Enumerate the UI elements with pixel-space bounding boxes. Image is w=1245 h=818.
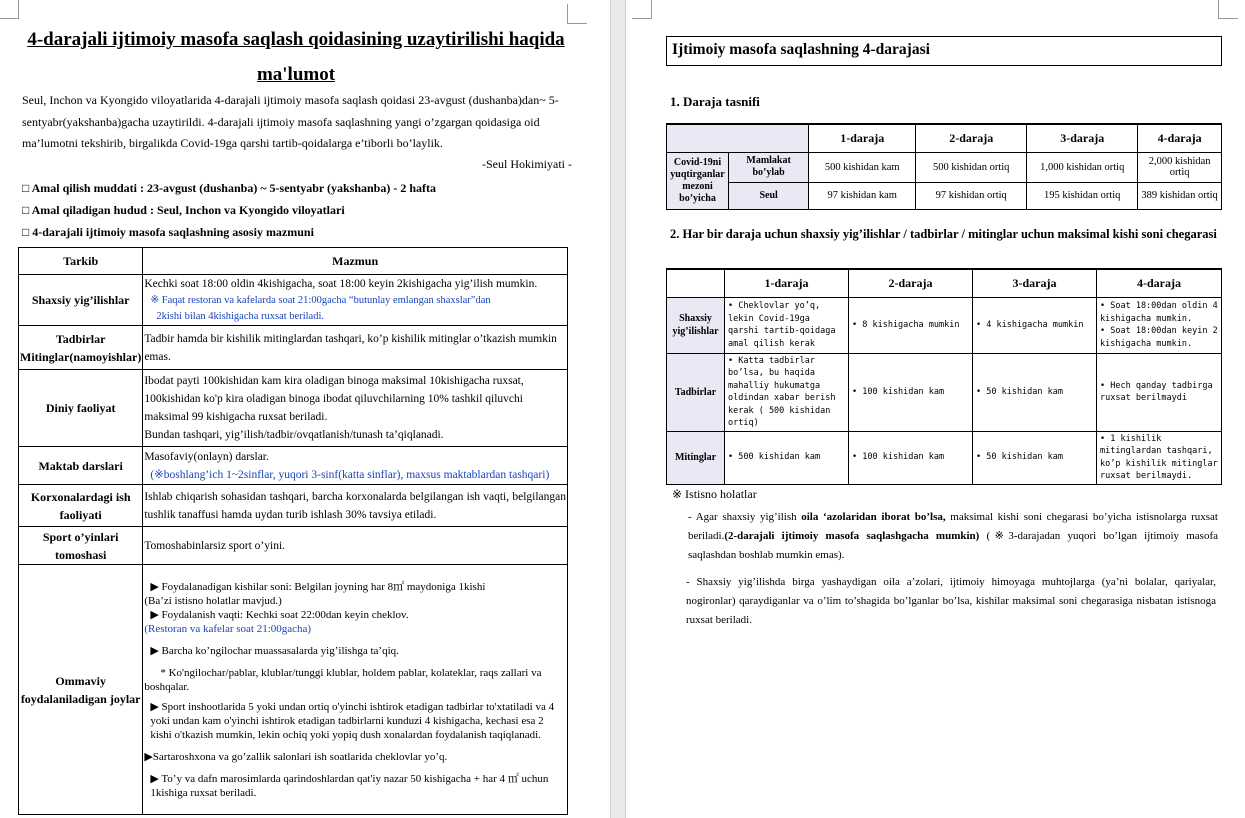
cell: • 500 kishidan kam bbox=[725, 431, 849, 484]
table-row bbox=[19, 485, 568, 527]
exceptions-heading: ※ Istisno holatlar bbox=[672, 487, 757, 501]
cell-text: (Ba’zi istisno holatlar mavjud.) bbox=[144, 594, 282, 607]
exception-bold: oila ‘azolaridan iborat bo’lsa, bbox=[801, 511, 946, 523]
row-label: Shaxsiy yig’ilishlar bbox=[667, 297, 725, 353]
cell: 1,000 kishidan ortiq bbox=[1027, 152, 1138, 182]
exception-text: (※3-darajadan yuqori bo’lgan ijtimoiy masofa saqlashdan boshlab mumkin emas). bbox=[688, 530, 1218, 561]
cell: • 50 kishidan kam bbox=[973, 353, 1097, 431]
heading-max-people: 2. Har bir daraja uchun shaxsiy yig’ilishlar / tadbirlar / mitinglar uchun maksimal kishi soni chegarasi bbox=[670, 227, 1217, 241]
col-header: 2-daraja bbox=[916, 124, 1027, 152]
cell: • 100 kishidan kam bbox=[849, 353, 973, 431]
crop-mark bbox=[1218, 0, 1238, 19]
cell: • Cheklovlar yo’q, lekin Covid-19ga qarshi tartib-qoidaga amal qilish kerak bbox=[725, 297, 849, 353]
cell-text: ▶ To’y va dafn marosimlarda qarindoshlardan qat'iy nazar 50 kishigacha + har 4 ㎡ uchun 1kishiga ruxsat beriladi. bbox=[150, 772, 549, 799]
table-header: Tarkib bbox=[19, 248, 143, 275]
cell-text: * Ko'ngilochar/pablar, klublar/tunggi klublar, holdem pablar, kolateklar, raqs zallari va boshqalar. bbox=[144, 666, 542, 693]
empty-header bbox=[667, 269, 725, 297]
bullet-period: □ Amal qilish muddati : 23-avgust (dushanba) ~ 5-sentyabr (yakshanba) - 2 hafta bbox=[22, 181, 437, 195]
exception-2: - Shaxsiy yig’ilishda birga yashaydigan oila a’zolari, ijtimoiy himoyaga muhtojlarga (ya’ni bolalar, qariyalar, nogironlar) qaraydiganlar va o’lim to’shagida bo’lganlar bo’lsa, kishilar maksimal soni chegarasiga nisbatan istisnoga ruxsat beriladi. bbox=[686, 576, 1216, 626]
table-row bbox=[667, 152, 1222, 182]
cell: • 50 kishidan kam bbox=[973, 431, 1097, 484]
cell-text: Tomoshabinlarsiz sport o’yini. bbox=[143, 527, 568, 565]
cell-text: ▶ Barcha ko’ngilochar muassasalarda yig’ilishga ta’qiq. bbox=[150, 644, 399, 657]
table-row bbox=[19, 370, 568, 447]
col-header: 1-daraja bbox=[809, 124, 916, 152]
row-label: Tadbirlar Mitinglar(namoyishlar) bbox=[19, 326, 143, 370]
right-page bbox=[626, 0, 1245, 818]
row-label: Ommaviy foydalaniladigan joylar bbox=[19, 565, 143, 815]
heading-level-classification: 1. Daraja tasnifi bbox=[670, 94, 760, 109]
exception-bold: (2-darajali ijtimoiy masofa saqlashgacha mumkin) bbox=[724, 530, 980, 542]
table-row bbox=[19, 565, 568, 815]
row-label: Sport o’yinlari tomoshasi bbox=[19, 527, 143, 565]
empty-header bbox=[667, 124, 809, 152]
table-row bbox=[19, 447, 568, 485]
max-people-table bbox=[666, 268, 1222, 485]
table-row bbox=[667, 182, 1222, 209]
col-header: 4-daraja bbox=[1097, 269, 1222, 297]
cell: • Soat 18:00dan oldin 4 kishigacha mumkin. • Soat 18:00dan keyin 2 kishigacha mumkin. bbox=[1097, 297, 1222, 353]
cell-text: (※boshlang’ich 1~2sinflar, yuqori 3-sinf(katta sinflar), maxsus maktablardan tashqari) bbox=[150, 468, 550, 481]
signature: -Seul Hokimiyati - bbox=[482, 157, 572, 171]
cell-text: Ibodat payti 100kishidan kam kira oladigan binoga maksimal 10kishigacha ruxsat, 100kishidan ko'p kira oladigan binoga ibodat qiluvchilarning 10% tashkil qiluvchi maksimal 99 kishigacha ruxsat beriladi. bbox=[144, 375, 524, 423]
cell: • 8 kishigacha mumkin bbox=[849, 297, 973, 353]
row-label: Diniy faoliyat bbox=[19, 370, 143, 447]
cell: 97 kishidan ortiq bbox=[916, 182, 1027, 209]
table-row bbox=[19, 275, 568, 326]
cell: • 100 kishidan kam bbox=[849, 431, 973, 484]
bullet-content: □ 4-darajali ijtimoiy masofa saqlashning asosiy mazmuni bbox=[22, 225, 314, 239]
crop-mark bbox=[0, 0, 19, 19]
exception-text: - Agar shaxsiy yig’ilish bbox=[688, 511, 802, 523]
col-header: 3-daraja bbox=[973, 269, 1097, 297]
cell: 389 kishidan ortiq bbox=[1138, 182, 1222, 209]
col-header: 4-daraja bbox=[1138, 124, 1222, 152]
row-label: Mamlakat bo’ylab bbox=[729, 152, 809, 182]
cell-text: Ishlab chiqarish sohasidan tashqari, barcha korxonalarda belgilangan ish vaqti, belgilangan tushlik tanaffusi hamda uydan turib ishlash 30% tavsiya etiladi. bbox=[143, 485, 568, 527]
section-title-box: Ijtimoiy masofa saqlashning 4-darajasi bbox=[666, 36, 1222, 66]
table-row bbox=[667, 431, 1222, 484]
cell-text: Bundan tashqari, yig’ilish/tadbir/ovqatlanish/tunash ta’qiqlanadi. bbox=[144, 429, 444, 441]
rules-table bbox=[18, 247, 568, 815]
group-label: Covid-19ni yuqtirganlar mezoni bo’yicha bbox=[667, 152, 729, 209]
cell: 500 kishidan ortiq bbox=[916, 152, 1027, 182]
crop-mark bbox=[567, 4, 587, 24]
col-header: 1-daraja bbox=[725, 269, 849, 297]
cell-text: 2kishi bilan 4kishigacha ruxsat beriladi. bbox=[156, 311, 324, 322]
cell: • 4 kishigacha mumkin bbox=[973, 297, 1097, 353]
crop-mark bbox=[632, 0, 652, 19]
table-row bbox=[19, 326, 568, 370]
table-header: Mazmun bbox=[143, 248, 568, 275]
col-header: 3-daraja bbox=[1027, 124, 1138, 152]
document-title: 4-darajali ijtimoiy masofa saqlash qoidasining uzaytirilishi haqida ma'lumot bbox=[27, 29, 565, 85]
cell: • Hech qanday tadbirga ruxsat berilmaydi bbox=[1097, 353, 1222, 431]
exception-text: maksimal kishi soni chegarasi bo’yicha istisnolarga ruxsat beriladi. bbox=[688, 511, 1218, 542]
table-row bbox=[667, 353, 1222, 431]
cell-text: ※ Faqat restoran va kafelarda soat 21:00gacha “butunlay emlangan shaxslar”dan bbox=[150, 295, 491, 306]
cell-text: ▶ Foydalanish vaqti: Kechki soat 22:00dan keyin cheklov. bbox=[150, 608, 409, 621]
level-criteria-table bbox=[666, 123, 1222, 210]
page-gutter bbox=[610, 0, 626, 818]
cell-text: Tadbir hamda bir kishilik mitinglardan tashqari, ko’p kishilik mitinglar o’tkazish mumkin emas. bbox=[143, 326, 568, 370]
exception-1 bbox=[688, 508, 1218, 565]
cell-text: ▶ Foydalanadigan kishilar soni: Belgilan joyning har 8㎡ maydoniga 1kishi bbox=[150, 580, 486, 593]
row-label: Tadbirlar bbox=[667, 353, 725, 431]
cell-text: ▶ Sport inshootlarida 5 yoki undan ortiq o'yinchi ishtirok etadigan tadbirlar to'xtatiladi va 4 yoki undan kam o'yinchi ishtirok etadigan tadbirlarni kunduzi 4 kishigacha, kechasi esa 2 kishi o'tkazish mumkin, lekin ochiq yoki yopiq dush xonalardan foydalanish taqiqlanadi. bbox=[150, 700, 555, 741]
cell-text: Masofaviy(onlayn) darslar. bbox=[144, 450, 269, 463]
row-label: Mitinglar bbox=[667, 431, 725, 484]
cell-text: Kechki soat 18:00 oldin 4kishigacha, soat 18:00 keyin 2kishigacha yig’ilish mumkin. bbox=[144, 278, 538, 290]
table-row bbox=[19, 527, 568, 565]
cell: • Katta tadbirlar bo’lsa, bu haqida mahalliy hukumatga oldindan xabar berish kerak ( 500 kishidan ortiq) bbox=[725, 353, 849, 431]
row-label: Korxonalardagi ish faoliyati bbox=[19, 485, 143, 527]
cell-text: ▶Sartaroshxona va go’zallik salonlari ish soatlarida cheklovlar yo’q. bbox=[144, 750, 448, 763]
cell: 2,000 kishidan ortiq bbox=[1138, 152, 1222, 182]
cell: • 1 kishilik mitinglardan tashqari, ko’p kishilik mitinglar ruxsat berilmaydi. bbox=[1097, 431, 1222, 484]
cell: 97 kishidan kam bbox=[809, 182, 916, 209]
row-label: Seul bbox=[729, 182, 809, 209]
left-page bbox=[0, 0, 610, 818]
cell: 500 kishidan kam bbox=[809, 152, 916, 182]
cell-text: (Restoran va kafelar soat 21:00gacha) bbox=[144, 622, 312, 635]
col-header: 2-daraja bbox=[849, 269, 973, 297]
bullet-region: □ Amal qiladigan hudud : Seul, Inchon va Kyongido viloyatlari bbox=[22, 203, 345, 217]
table-row bbox=[667, 297, 1222, 353]
intro-paragraph: Seul, Inchon va Kyongido viloyatlarida 4-darajali ijtimoiy masofa saqlash qoidasi 23-avgust (dushanba)dan~ 5-sentyabr(yakshanba)gacha uzaytirildi. 4-darajali ijtimoiy masofa saqlashning yangi o’zgargan qoidasiga oid ma’lumotni tekshirib, birgalikda Covid-19ga qarshi tartib-qoidalarga e’tiborli bo’laylik. bbox=[22, 93, 559, 150]
row-label: Shaxsiy yig’ilishlar bbox=[19, 275, 143, 326]
cell: 195 kishidan ortiq bbox=[1027, 182, 1138, 209]
row-label: Maktab darslari bbox=[19, 447, 143, 485]
